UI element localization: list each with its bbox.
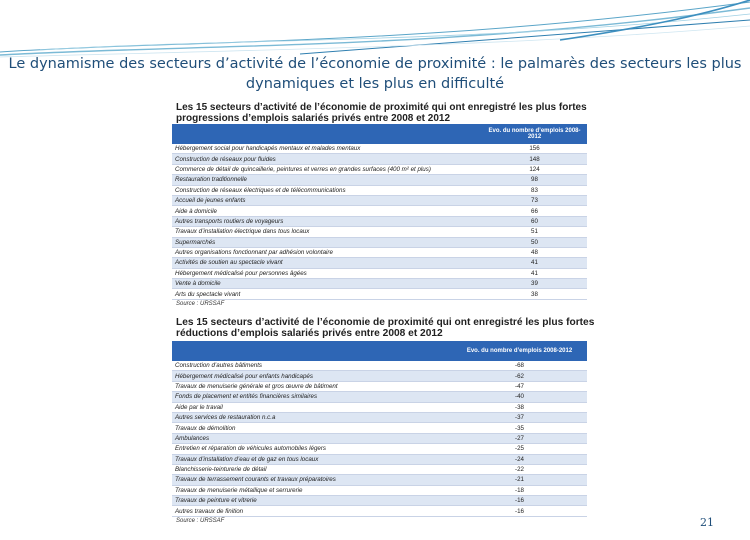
employment-change-value: -21 [452, 475, 587, 485]
sector-label: Travaux de menuiserie générale et gros œuvre de bâtiment [172, 381, 452, 391]
sector-label: Travaux d’installation électrique dans tous locaux [172, 227, 482, 237]
table-row [172, 496, 587, 506]
table-row [172, 154, 587, 164]
bottom-table-panel [170, 315, 595, 530]
employment-change-value: 41 [482, 258, 587, 268]
bottom-table-source: Source : URSSAF [176, 517, 225, 524]
employment-change-value: -27 [452, 433, 587, 443]
employment-change-value: 83 [482, 185, 587, 195]
table-row [172, 185, 587, 195]
slide-title: Le dynamisme des secteurs d’activité de l’économie de proximité : le palmarès des secteurs les plus dynamiques et les plus en difficulté [8, 56, 742, 92]
top-table-panel [170, 100, 595, 310]
table-row [172, 195, 587, 205]
employment-change-value: 156 [482, 144, 587, 154]
sector-label: Autres travaux de finition [172, 506, 452, 516]
sector-label: Aide par le travail [172, 402, 452, 412]
employment-change-value: -38 [452, 402, 587, 412]
sector-label: Travaux de peinture et vitrerie [172, 496, 452, 506]
employment-change-value: 50 [482, 237, 587, 247]
employment-change-value: -47 [452, 381, 587, 391]
sector-label: Autres services de restauration n.c.a [172, 412, 452, 422]
table-row [172, 279, 587, 289]
sector-label: Activités de soutien au spectacle vivant [172, 258, 482, 268]
sector-label: Fonds de placement et entités financières similaires [172, 392, 452, 402]
employment-change-value: -24 [452, 454, 587, 464]
bottom-table-label-header [172, 341, 452, 361]
sector-label: Hébergement social pour handicapés mentaux et malades mentaux [172, 144, 482, 154]
top-table [172, 124, 587, 300]
table-row [172, 144, 587, 154]
employment-change-value: 39 [482, 279, 587, 289]
top-table-body [172, 144, 587, 299]
table-row [172, 164, 587, 174]
employment-change-value: -37 [452, 412, 587, 422]
sector-label: Aide à domicile [172, 206, 482, 216]
bottom-table-title: Les 15 secteurs d’activité de l’économie de proximité qui ont enregistré les plus fortes réductions d’emplois salariés privés entre 2008 et 2012 [176, 317, 595, 339]
sector-label: Blanchisserie-teinturerie de détail [172, 464, 452, 474]
top-table-value-header: Evo. du nombre d’emplois 2008-2012 [482, 124, 587, 144]
employment-change-value: 148 [482, 154, 587, 164]
sector-label: Travaux de démolition [172, 423, 452, 433]
top-table-title: Les 15 secteurs d’activité de l’économie de proximité qui ont enregistré les plus fortes progressions d’emplois salariés privés entre 2008 et 2012 [176, 102, 587, 124]
employment-change-value: 98 [482, 175, 587, 185]
table-row [172, 227, 587, 237]
table-row [172, 237, 587, 247]
sector-label: Construction d’autres bâtiments [172, 361, 452, 371]
top-table-source: Source : URSSAF [176, 300, 225, 307]
sector-label: Autres organisations fonctionnant par adhésion volontaire [172, 247, 482, 257]
employment-change-value: -40 [452, 392, 587, 402]
employment-change-value: -68 [452, 361, 587, 371]
employment-change-value: 48 [482, 247, 587, 257]
employment-change-value: -16 [452, 506, 587, 516]
employment-change-value: -35 [452, 423, 587, 433]
sector-label: Supermarchés [172, 237, 482, 247]
sector-label: Vente à domicile [172, 279, 482, 289]
table-row [172, 433, 587, 443]
employment-change-value: 41 [482, 268, 587, 278]
sector-label: Ambulances [172, 433, 452, 443]
table-row [172, 289, 587, 299]
top-table-label-header [172, 124, 482, 144]
table-row [172, 506, 587, 516]
header-swoosh-decoration [0, 0, 750, 60]
table-row [172, 268, 587, 278]
employment-change-value: 60 [482, 216, 587, 226]
bottom-table-value-header: Evo. du nombre d’emplois 2008-2012 [452, 341, 587, 361]
table-row [172, 423, 587, 433]
sector-label: Accueil de jeunes enfants [172, 195, 482, 205]
sector-label: Hébergement médicalisé pour enfants handicapés [172, 371, 452, 381]
page-number: 21 [700, 516, 714, 529]
sector-label: Travaux de menuiserie métallique et serrurerie [172, 485, 452, 495]
sector-label: Travaux d’installation d’eau et de gaz en tous locaux [172, 454, 452, 464]
employment-change-value: -62 [452, 371, 587, 381]
table-row [172, 392, 587, 402]
sector-label: Entretien et réparation de véhicules automobiles légers [172, 444, 452, 454]
employment-change-value: -25 [452, 444, 587, 454]
table-row [172, 361, 587, 371]
sector-label: Construction de réseaux électriques et de télécommunications [172, 185, 482, 195]
bottom-table-body [172, 361, 587, 516]
table-row [172, 175, 587, 185]
table-row [172, 475, 587, 485]
sector-label: Arts du spectacle vivant [172, 289, 482, 299]
sector-label: Restauration traditionnelle [172, 175, 482, 185]
employment-change-value: -18 [452, 485, 587, 495]
table-row [172, 216, 587, 226]
employment-change-value: 66 [482, 206, 587, 216]
table-row [172, 247, 587, 257]
employment-change-value: 73 [482, 195, 587, 205]
employment-change-value: 51 [482, 227, 587, 237]
sector-label: Autres transports routiers de voyageurs [172, 216, 482, 226]
table-row [172, 258, 587, 268]
bottom-table [172, 341, 587, 517]
sector-label: Commerce de détail de quincaillerie, peintures et verres en grandes surfaces (400 m² et plus) [172, 164, 482, 174]
employment-change-value: 124 [482, 164, 587, 174]
table-row [172, 381, 587, 391]
table-row [172, 371, 587, 381]
table-row [172, 454, 587, 464]
table-row [172, 444, 587, 454]
table-row [172, 485, 587, 495]
table-row [172, 206, 587, 216]
table-row [172, 402, 587, 412]
employment-change-value: -16 [452, 496, 587, 506]
table-row [172, 412, 587, 422]
employment-change-value: 38 [482, 289, 587, 299]
sector-label: Travaux de terrassement courants et travaux préparatoires [172, 475, 452, 485]
sector-label: Hébergement médicalisé pour personnes âgées [172, 268, 482, 278]
sector-label: Construction de réseaux pour fluides [172, 154, 482, 164]
table-row [172, 464, 587, 474]
employment-change-value: -22 [452, 464, 587, 474]
